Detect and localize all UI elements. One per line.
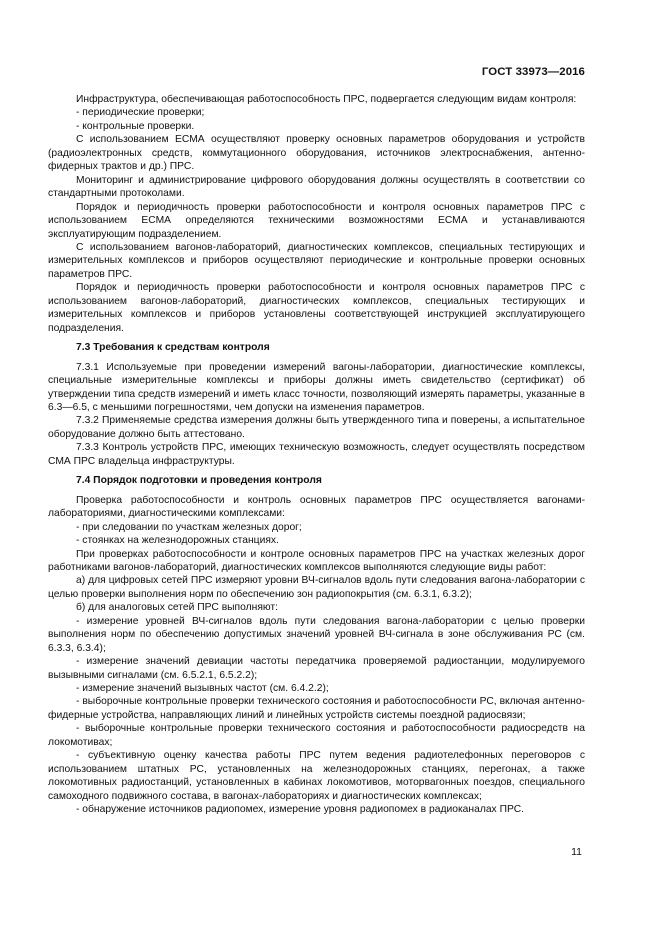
paragraph: С использованием ЕСМА осуществляют проверку основных параметров оборудования и устройств (радиоэлектронных средств, коммутационного оборудования, источников электроснабжения, антенно-фидерных трактов и др.) ПРС. bbox=[48, 134, 585, 173]
list-item: - измерение значений девиации частоты передатчика проверяемой радиостанции, модулируемого вызывными сигналами (см. 6.5.2.1, 6.5.2.2); bbox=[48, 656, 585, 681]
paragraph: 7.3.3 Контроль устройств ПРС, имеющих техническую возможность, следует осуществлять посредством СМА ПРС владельца инфраструктуры. bbox=[48, 442, 585, 467]
paragraph: Инфраструктура, обеспечивающая работоспособность ПРС, подвергается следующим видам контроля: bbox=[76, 94, 577, 105]
list-item: а) для цифровых сетей ПРС измеряют уровни ВЧ-сигналов вдоль пути следования вагона-лаборатории с целью проверки выполнения норм по обеспечению зон радиопокрытия (см. 6.3.1, 6.3.2); bbox=[48, 575, 585, 600]
paragraph: При проверках работоспособности и контроле основных параметров ПРС на участках железных дорог работниками вагонов-лабораторий, диагностических комплексов выполняются следующие виды работ: bbox=[48, 548, 585, 573]
standard-number: ГОСТ 33973—2016 bbox=[481, 66, 585, 78]
paragraph: 7.3.2 Применяемые средства измерения должны быть утвержденного типа и поверены, а испытательное оборудование должно быть аттестовано. bbox=[48, 415, 585, 440]
paragraph: Мониторинг и администрирование цифрового оборудования должны осуществлять в соответствии со стандартными протоколами. bbox=[48, 174, 585, 200]
paragraph: Порядок и периодичность проверки работоспособности и контроля основных параметров ПРС с использованием вагонов-лабораторий, диагностических комплексов, специальных тестирующих и измерительных комплексов и приборов установлены соответствующей инструкцией эксплуатирующего подразделения. bbox=[48, 282, 585, 334]
list-item: - измерение значений вызывных частот (см. 6.4.2.2); bbox=[76, 683, 329, 695]
paragraph: Проверка работоспособности и контроль основных параметров ПРС осуществляется вагонами-лабораториями, диагностическими комплексами: bbox=[48, 494, 585, 520]
paragraph: Порядок и периодичность проверки работоспособности и контроля основных параметров ПРС с использованием ЕСМА определяются техническими возможностями ЕСМА и устанавливаются эксплуатирующим подразделением. bbox=[48, 201, 585, 240]
list-item: - контрольные проверки. bbox=[76, 120, 195, 132]
list-item: - выборочные контрольные проверки технического состояния и работоспособности радиосредств на локомотивах; bbox=[48, 723, 585, 748]
list-item: - при следовании по участкам железных дорог; bbox=[76, 521, 302, 533]
list-item: - стоянках на железнодорожных станциях. bbox=[76, 535, 279, 547]
list-item: - субъективную оценку качества работы ПРС путем ведения радиотелефонных переговоров с использованием штатных РС, установленных на железнодорожных станциях, перегонах, а также локомотивных радиостанций, установленных в кабинах локомотивов, моторвагонных поездов, специального самоходного подвижного состава, в вагонах-лабораториях и диагностических комплексах; bbox=[48, 750, 585, 802]
page-number: 11 bbox=[571, 846, 582, 858]
list-item: - измерение уровней ВЧ-сигналов вдоль пути следования вагона-лаборатории с целью проверки выполнения норм по обеспечению допустимых значений уровней ВЧ-сигнала в зоне обслуживания РС (см. 6.3.3, 6.3.4); bbox=[48, 615, 585, 654]
paragraph: 7.3.1 Используемые при проведении измерений вагоны-лаборатории, диагностические комплексы, специальные измерительные комплексы и приборы должны иметь свидетельство (сертификат) об утверждении типа средств измерений и иметь класс точности, позволяющий измерять параметры, указанные в 6.3—6.5, с меньшими погрешностями, чем допуски на изменения параметров. bbox=[48, 361, 585, 413]
paragraph: С использованием вагонов-лабораторий, диагностических комплексов, специальных тестирующих и измерительных комплексов и приборов осуществляют периодические и контрольные проверки основных параметров ПРС. bbox=[48, 241, 585, 280]
list-item: б) для аналоговых сетей ПРС выполняют: bbox=[76, 602, 278, 614]
section-heading-7-4: 7.4 Порядок подготовки и проведения контроля bbox=[76, 475, 322, 487]
section-heading-7-3: 7.3 Требования к средствам контроля bbox=[76, 342, 270, 354]
list-item: - выборочные контрольные проверки технического состояния и работоспособности РС, включая антенно-фидерные устройства, направляющих линий и линейных устройств системы поездной радиосвязи; bbox=[48, 696, 585, 721]
list-item: - обнаружение источников радиопомех, измерение уровня радиопомех в радиоканалах ПРС. bbox=[76, 804, 525, 816]
list-item: - периодические проверки; bbox=[76, 107, 205, 119]
document-body bbox=[48, 93, 585, 817]
